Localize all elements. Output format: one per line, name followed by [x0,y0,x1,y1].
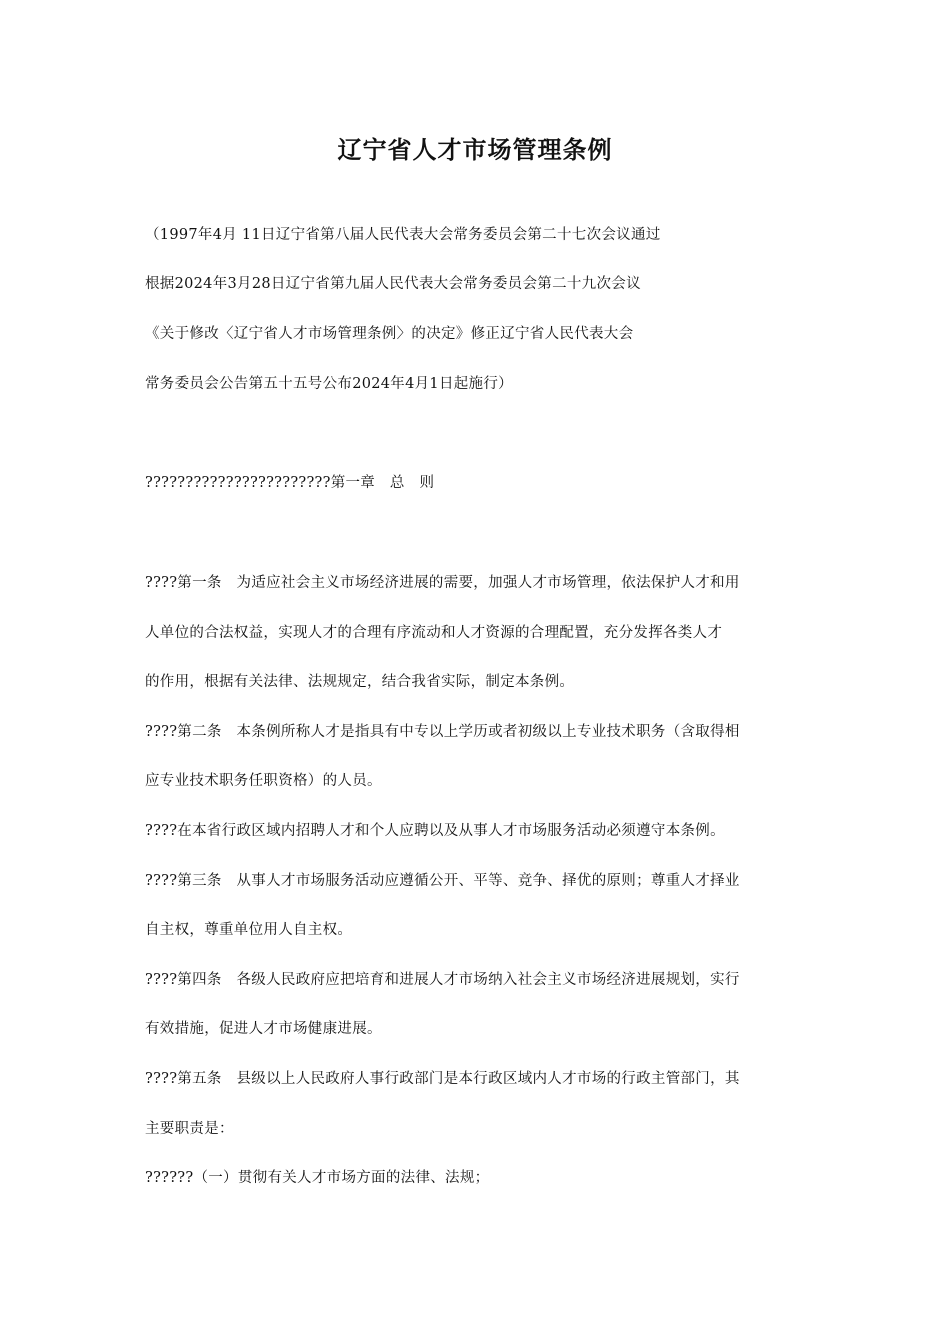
body-line: 人单位的合法权益，实现人才的合理有序流动和人才资源的合理配置，充分发挥各类人才 [145,625,723,641]
body-line: 自主权，尊重单位用人自主权。 [145,922,353,938]
body-line: ????在本省行政区域内招聘人才和个人应聘以及从事人才市场服务活动必须遵守本条例。 [145,823,725,839]
preamble-line-2: 根据2024年3月28日辽宁省第九届人民代表大会常务委员会第二十九次会议 [145,276,641,292]
body-line: ????第一条 为适应社会主义市场经济进展的需要，加强人才市场管理，依法保护人才和用 [145,575,740,591]
preamble-line-3: 《关于修改〈辽宁省人才市场管理条例〉的决定》修正辽宁省人民代表大会 [145,326,634,342]
chapter-heading: ???????????????????????第一章 总 则 [145,475,435,491]
body-line: 应专业技术职务任职资格）的人员。 [145,773,382,789]
preamble-line-4: 常务委员会公告第五十五号公布2024年4月1日起施行） [145,376,513,392]
body-line: 主要职责是： [145,1121,234,1137]
body-line: ??????（一）贯彻有关人才市场方面的法律、法规； [145,1170,490,1186]
body-line: ????第三条 从事人才市场服务活动应遵循公开、平等、竞争、择优的原则；尊重人才择业 [145,873,740,889]
body-line: 有效措施，促进人才市场健康进展。 [145,1021,382,1037]
body-line: ????第四条 各级人民政府应把培育和进展人才市场纳入社会主义市场经济进展规划，实行 [145,972,740,988]
body-line: 的作用，根据有关法律、法规规定，结合我省实际，制定本条例。 [145,674,575,690]
body-line: ????第五条 县级以上人民政府人事行政部门是本行政区域内人才市场的行政主管部门，其 [145,1071,740,1087]
body-line: ????第二条 本条例所称人才是指具有中专以上学历或者初级以上专业技术职务（含取得相 [145,724,740,740]
preamble-line-1: （1997年4月 11日辽宁省第八届人民代表大会常务委员会第二十七次会议通过 [145,227,661,243]
document-title: 辽宁省人才市场管理条例 [337,135,613,164]
